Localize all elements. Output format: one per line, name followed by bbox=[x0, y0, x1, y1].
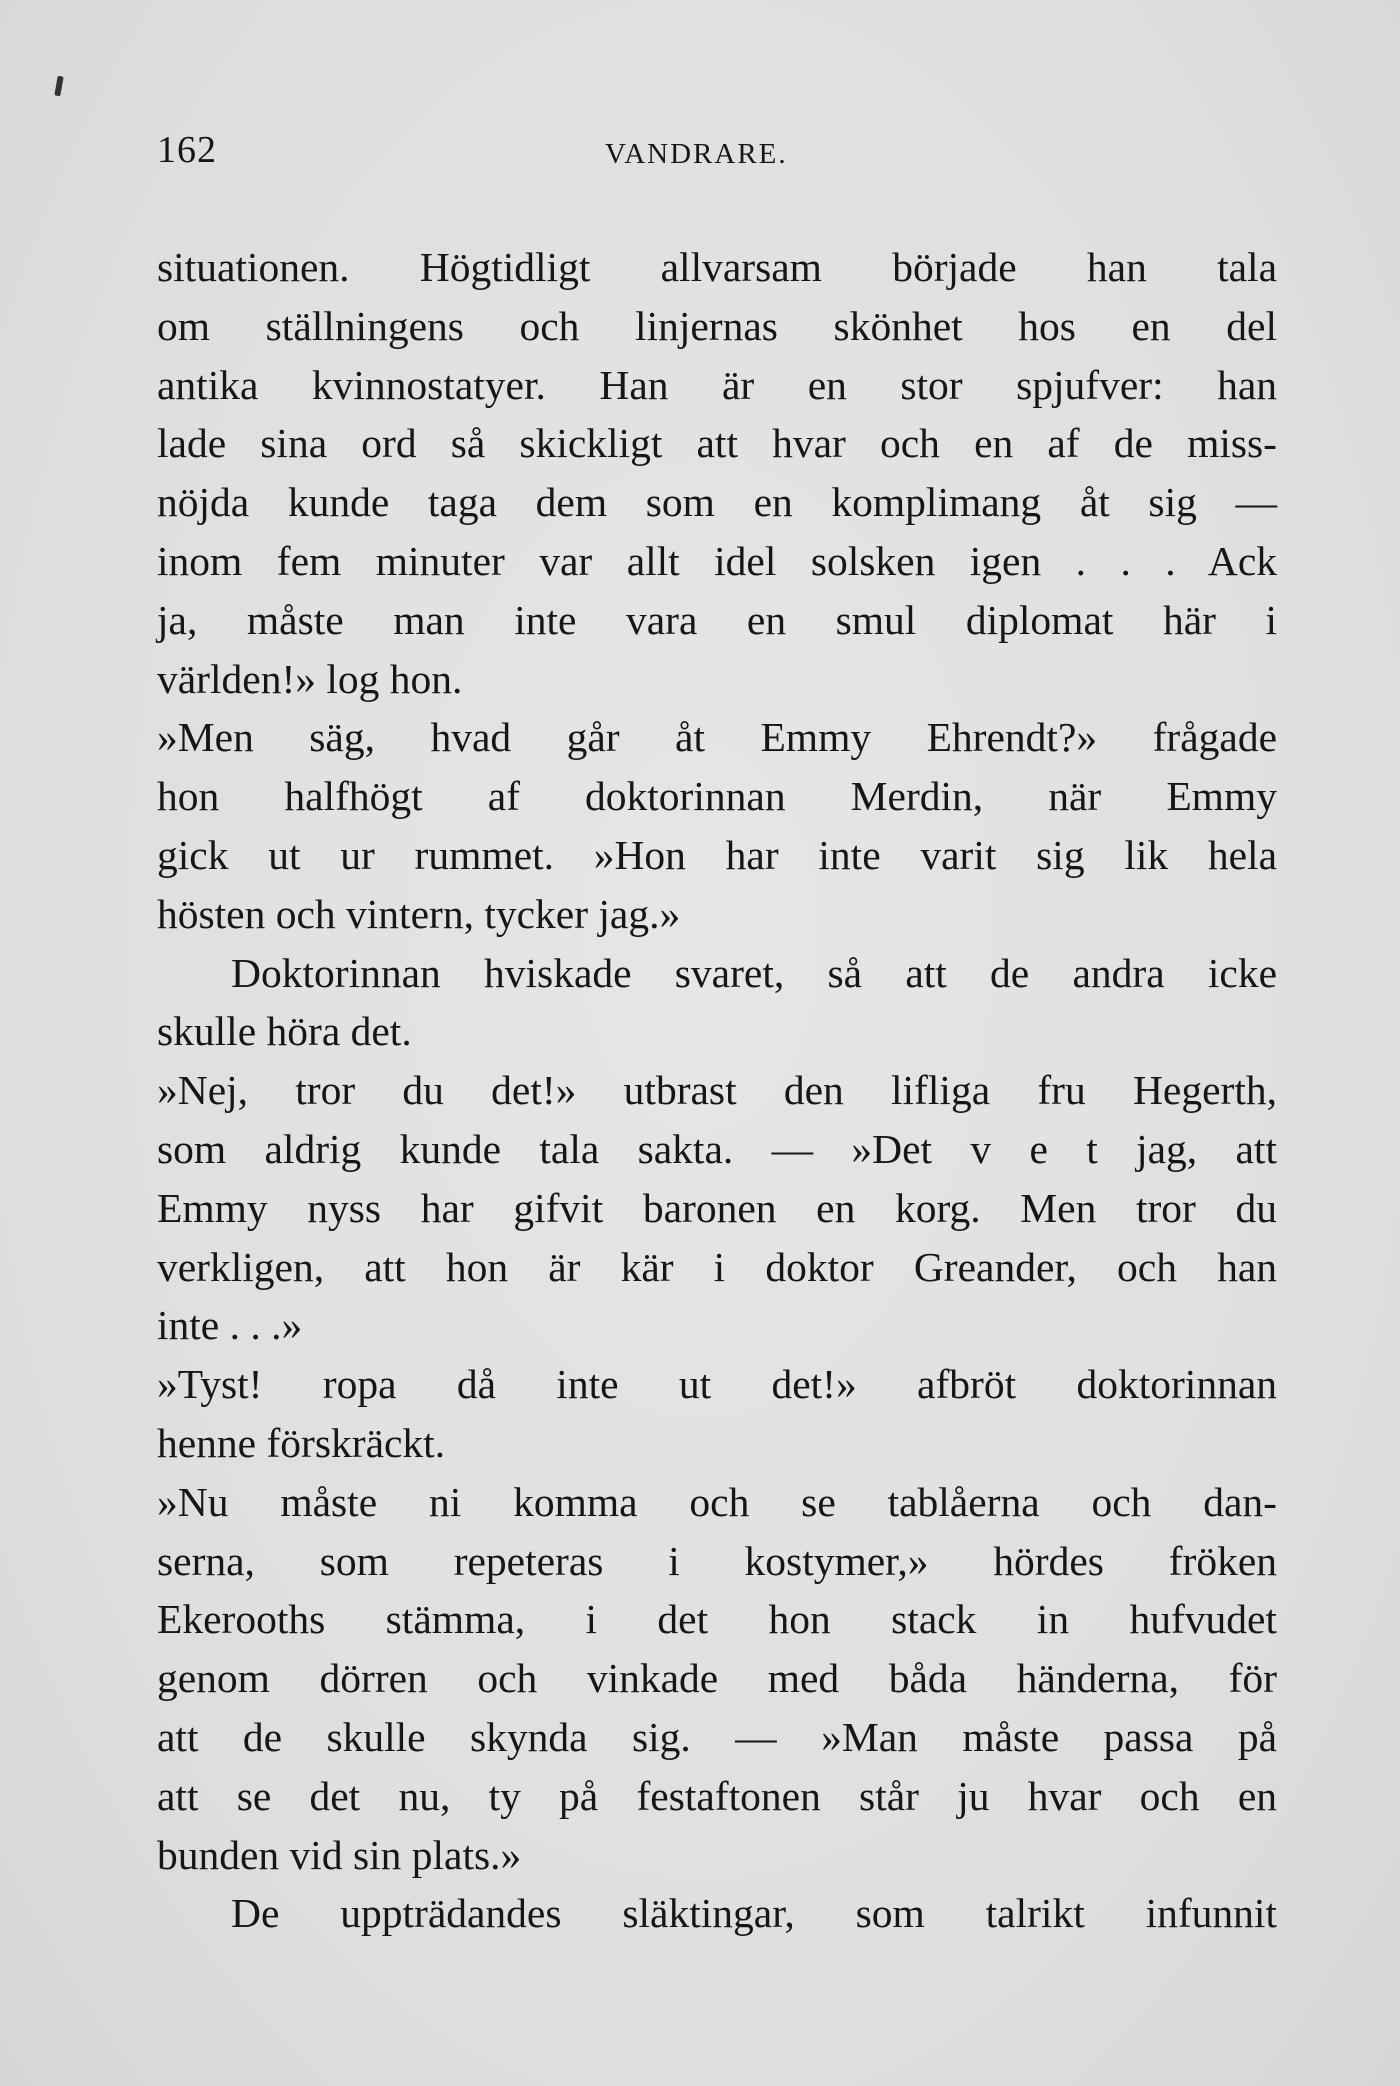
text-line: inom fem minuter var allt idel solsken igen . . . Ack bbox=[157, 537, 1277, 584]
text-line: om ställningens och linjernas skönhet hos en del bbox=[157, 302, 1277, 349]
text-line: hon halfhögt af doktorinnan Merdin, när Emmy bbox=[157, 773, 1277, 820]
text-line: »Nej, tror du det!» utbrast den lifliga fru Hegerth, bbox=[157, 1067, 1277, 1114]
text-line: verkligen, att hon är kär i doktor Greander, och han bbox=[157, 1243, 1277, 1290]
text-line: nöjda kunde taga dem som en komplimang åt sig — bbox=[157, 479, 1277, 526]
text-line: lade sina ord så skickligt att hvar och en af de miss- bbox=[157, 420, 1277, 467]
text-line: inte . . .» bbox=[157, 1302, 303, 1349]
text-line: skulle höra det. bbox=[157, 1008, 412, 1055]
text-line: Doktorinnan hviskade svaret, så att de andra icke bbox=[231, 949, 1277, 996]
text-line: genom dörren och vinkade med båda händerna, för bbox=[157, 1655, 1277, 1702]
text-line: ja, måste man inte vara en smul diplomat här i bbox=[157, 596, 1277, 643]
text-line: antika kvinnostatyer. Han är en stor spjufver: han bbox=[157, 361, 1277, 408]
text-line: bunden vid sin plats.» bbox=[157, 1831, 522, 1878]
page-number: 162 bbox=[157, 129, 217, 171]
stray-ink-mark bbox=[54, 76, 63, 97]
text-line: »Men säg, hvad går åt Emmy Ehrendt?» frågade bbox=[157, 714, 1277, 761]
text-line: Ekerooths stämma, i det hon stack in hufvudet bbox=[157, 1596, 1277, 1643]
text-line: »Tyst! ropa då inte ut det!» afbröt doktorinnan bbox=[157, 1361, 1277, 1408]
text-line: »Nu måste ni komma och se tablåerna och dan- bbox=[157, 1478, 1277, 1525]
text-line: situationen. Högtidligt allvarsam började han tala bbox=[157, 244, 1277, 290]
text-line: serna, som repeteras i kostymer,» hördes fröken bbox=[157, 1537, 1277, 1584]
text-line: att de skulle skynda sig. — »Man måste passa på bbox=[157, 1713, 1277, 1760]
page-header bbox=[157, 128, 1277, 178]
text-line: världen!» log hon. bbox=[157, 655, 463, 702]
text-line: Emmy nyss har gifvit baronen en korg. Men tror du bbox=[157, 1184, 1277, 1231]
text-line: gick ut ur rummet. »Hon har inte varit sig lik hela bbox=[157, 831, 1277, 878]
text-line: De uppträdandes släktingar, som talrikt infunnit bbox=[231, 1890, 1277, 1937]
text-line: som aldrig kunde tala sakta. — »Det v e t jag, att bbox=[157, 1125, 1277, 1172]
text-line: hösten och vintern, tycker jag.» bbox=[157, 890, 681, 937]
running-title: VANDRARE. bbox=[605, 138, 788, 170]
text-line: henne förskräckt. bbox=[157, 1419, 446, 1466]
text-line: att se det nu, ty på festaftonen står ju hvar och en bbox=[157, 1772, 1277, 1819]
body-text bbox=[157, 238, 1277, 1943]
